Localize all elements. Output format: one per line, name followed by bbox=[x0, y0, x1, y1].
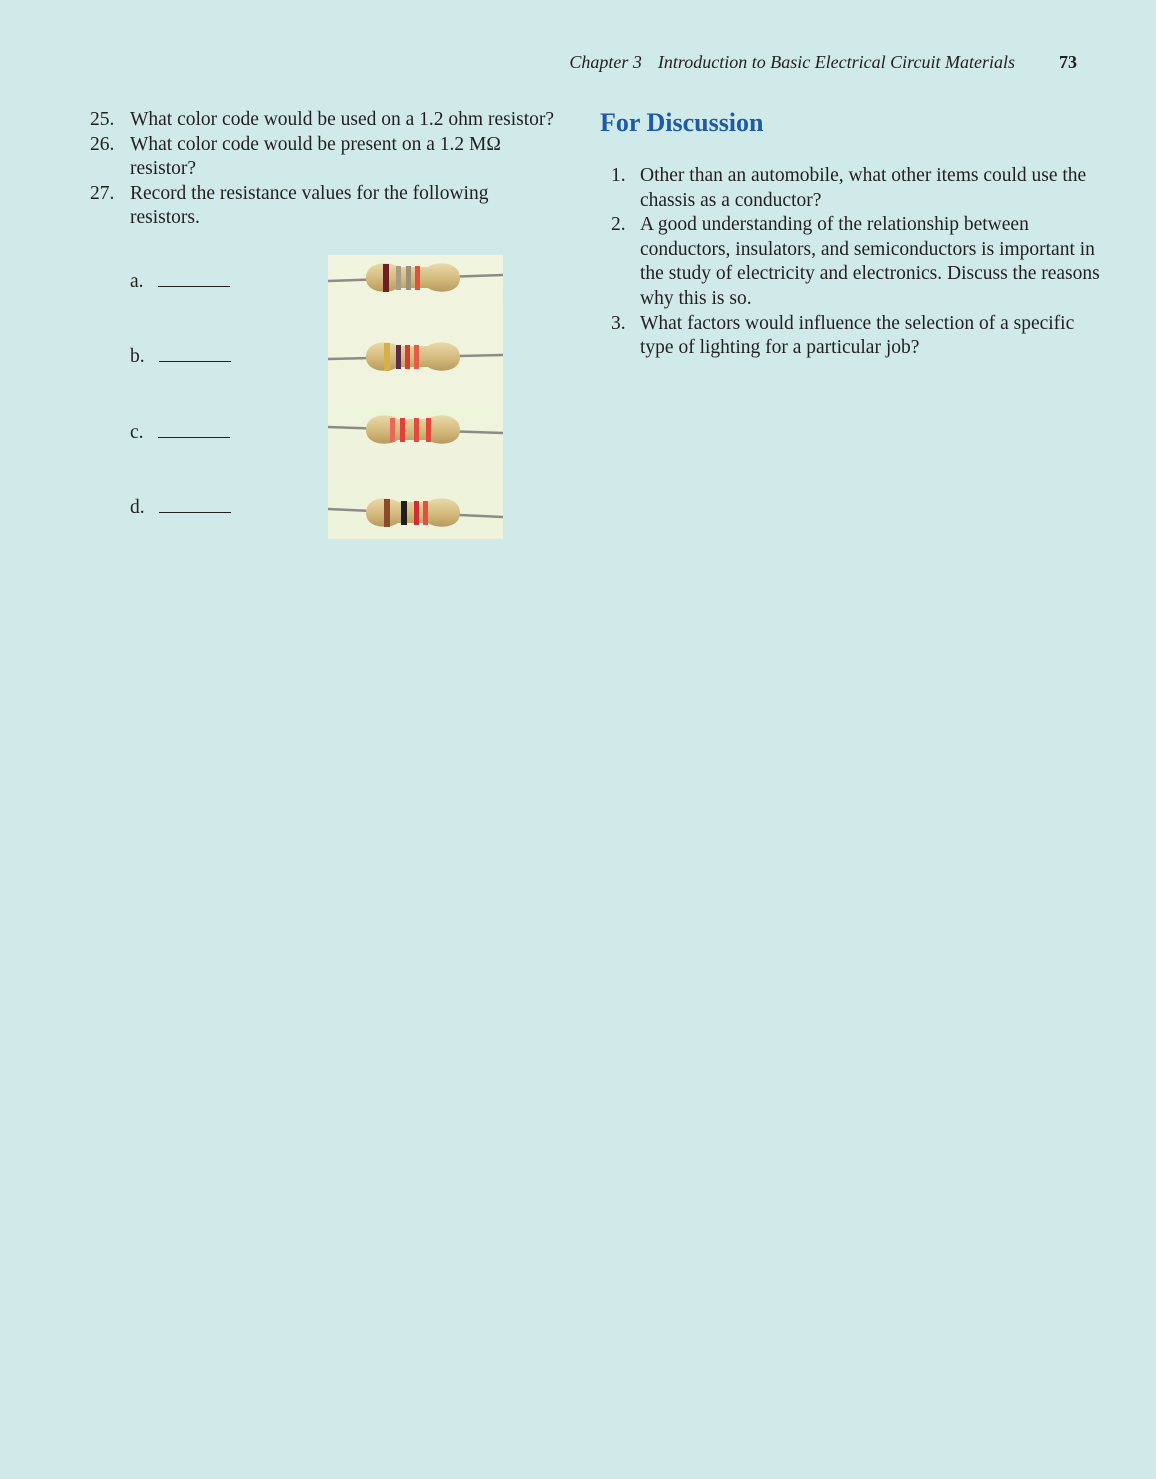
discussion-item-1 bbox=[600, 164, 1100, 213]
answer-label: c. bbox=[130, 421, 144, 443]
question-number: 26. bbox=[90, 133, 115, 155]
color-band bbox=[396, 266, 401, 290]
question-number: 25. bbox=[90, 109, 115, 130]
question-25 bbox=[90, 108, 560, 133]
answer-blank[interactable] bbox=[158, 269, 230, 287]
color-band bbox=[401, 501, 407, 525]
running-head bbox=[569, 50, 1077, 74]
color-band bbox=[383, 264, 389, 292]
resistor-photo bbox=[328, 255, 503, 539]
color-band bbox=[406, 266, 411, 290]
color-band bbox=[414, 345, 419, 369]
answer-blank[interactable] bbox=[159, 495, 231, 513]
question-number: 27. bbox=[90, 182, 115, 204]
color-band bbox=[405, 345, 410, 369]
color-band bbox=[384, 499, 390, 527]
color-band bbox=[414, 418, 419, 442]
color-band bbox=[415, 266, 420, 290]
photo-background bbox=[328, 255, 503, 539]
question-text: Record the resistance values for the following resistors. bbox=[130, 182, 489, 229]
discussion-text: Other than an automobile, what other items could use the chassis as a conductor? bbox=[640, 165, 1087, 211]
answer-item-a bbox=[130, 269, 230, 294]
color-band bbox=[423, 501, 428, 525]
color-band bbox=[390, 418, 395, 442]
color-band bbox=[396, 345, 401, 369]
color-band bbox=[414, 501, 419, 525]
discussion-item-2 bbox=[600, 213, 1100, 311]
question-26 bbox=[90, 133, 560, 182]
discussion-number: 1. bbox=[611, 165, 626, 186]
chapter-title: Introduction to Basic Electrical Circuit Materials bbox=[657, 52, 1015, 72]
answer-blank[interactable] bbox=[158, 420, 230, 438]
color-band bbox=[384, 343, 390, 371]
answer-item-c bbox=[130, 420, 230, 445]
discussion-text: A good understanding of the relationship between conductors, insulators, and semiconductors is important in the study of electricity and electronics. Discuss the reasons why this is so. bbox=[640, 214, 1100, 309]
answer-item-d bbox=[130, 495, 231, 520]
question-27 bbox=[90, 182, 560, 231]
discussion-number: 2. bbox=[611, 214, 626, 236]
review-questions bbox=[90, 108, 560, 531]
question-text: What color code would be used on a 1.2 ohm resistor? bbox=[130, 109, 555, 130]
answer-label: a. bbox=[130, 270, 144, 292]
section-heading: For Discussion bbox=[600, 108, 764, 137]
answer-blank[interactable] bbox=[159, 344, 231, 362]
answer-item-b bbox=[130, 344, 231, 369]
discussion-number: 3. bbox=[611, 312, 626, 334]
page-number: 73 bbox=[1059, 52, 1077, 72]
resistor-answer-list bbox=[90, 231, 560, 531]
discussion-text: What factors would influence the selection of a specific type of lighting for a particular job? bbox=[640, 312, 1075, 359]
discussion-item-3 bbox=[600, 312, 1100, 361]
discussion-section bbox=[600, 108, 1100, 361]
answer-label: b. bbox=[130, 345, 145, 367]
chapter-label: Chapter 3 bbox=[569, 52, 642, 72]
question-text: What color code would be present on a 1.2 MΩ resistor? bbox=[130, 133, 501, 180]
color-band bbox=[426, 418, 431, 442]
answer-label: d. bbox=[130, 496, 145, 518]
color-band bbox=[400, 418, 405, 442]
